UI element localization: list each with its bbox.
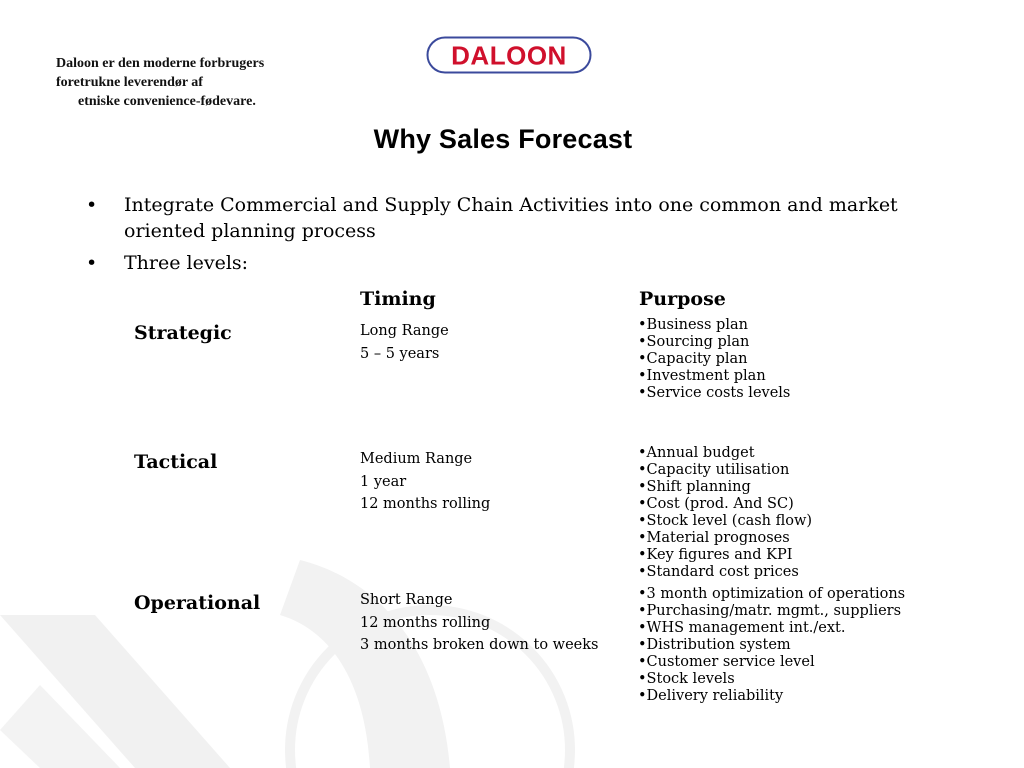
bullet-marker: • — [86, 252, 98, 274]
bullet-list — [86, 192, 906, 282]
bullet-text: Three levels: — [124, 252, 249, 274]
timing-line: 12 months rolling — [360, 496, 491, 512]
tagline-line-3: etniske convenience-fødevare. — [78, 94, 256, 109]
purpose-item: •Stock levels — [638, 671, 735, 687]
purpose-item: •Delivery reliability — [638, 688, 784, 704]
tagline-line-1: Daloon er den moderne forbrugers — [56, 56, 265, 71]
daloon-logo — [426, 36, 592, 74]
timing-line: Short Range — [360, 592, 453, 608]
timing-tactical — [360, 448, 490, 516]
bullet-text: Integrate Commercial and Supply Chain Activities into one common and market oriented planning process — [124, 194, 898, 242]
slide-title: Why Sales Forecast — [373, 124, 633, 154]
purpose-item: •Distribution system — [638, 637, 791, 653]
purpose-strategic — [638, 317, 790, 402]
level-operational: Operational — [134, 592, 261, 614]
bullet-marker: • — [86, 194, 98, 216]
purpose-item: •Capacity utilisation — [638, 462, 790, 478]
purpose-item: •Customer service level — [638, 654, 815, 670]
purpose-item: •Capacity plan — [638, 351, 748, 367]
purpose-operational — [638, 586, 905, 705]
bullet-item — [86, 250, 906, 276]
purpose-item: •WHS management int./ext. — [638, 620, 846, 636]
timing-line: 5 – 5 years — [360, 345, 440, 362]
timing-header: Timing — [360, 288, 436, 310]
purpose-item: •Annual budget — [638, 445, 755, 461]
purpose-item: •Key figures and KPI — [638, 547, 793, 563]
bullet-item — [86, 192, 906, 244]
tagline-line-2: foretrukne leverendør af — [56, 75, 203, 90]
purpose-item: •Investment plan — [638, 368, 766, 384]
company-tagline — [56, 54, 316, 111]
purpose-item: •Cost (prod. And SC) — [638, 496, 794, 512]
svg-text:DALOON: DALOON — [451, 40, 567, 71]
purpose-item: •Service costs levels — [638, 385, 791, 401]
timing-strategic — [360, 320, 449, 365]
purpose-item: •3 month optimization of operations — [638, 586, 906, 602]
purpose-item: •Material prognoses — [638, 530, 790, 546]
purpose-item: •Purchasing/matr. mgmt., suppliers — [638, 603, 902, 619]
purpose-item: •Standard cost prices — [638, 564, 799, 580]
purpose-header: Purpose — [639, 288, 726, 310]
timing-line: Medium Range — [360, 451, 473, 467]
purpose-item: •Stock level (cash flow) — [638, 513, 813, 529]
purpose-item: •Business plan — [638, 317, 748, 333]
timing-line: 1 year — [360, 473, 407, 490]
purpose-item: •Shift planning — [638, 479, 751, 495]
level-tactical: Tactical — [134, 451, 218, 473]
timing-line: 3 months broken down to weeks — [360, 637, 599, 653]
purpose-item: •Sourcing plan — [638, 334, 750, 350]
purpose-tactical — [638, 445, 812, 581]
timing-line: Long Range — [360, 323, 449, 339]
timing-operational — [360, 589, 598, 657]
timing-line: 12 months rolling — [360, 614, 491, 631]
level-strategic: Strategic — [134, 322, 232, 344]
